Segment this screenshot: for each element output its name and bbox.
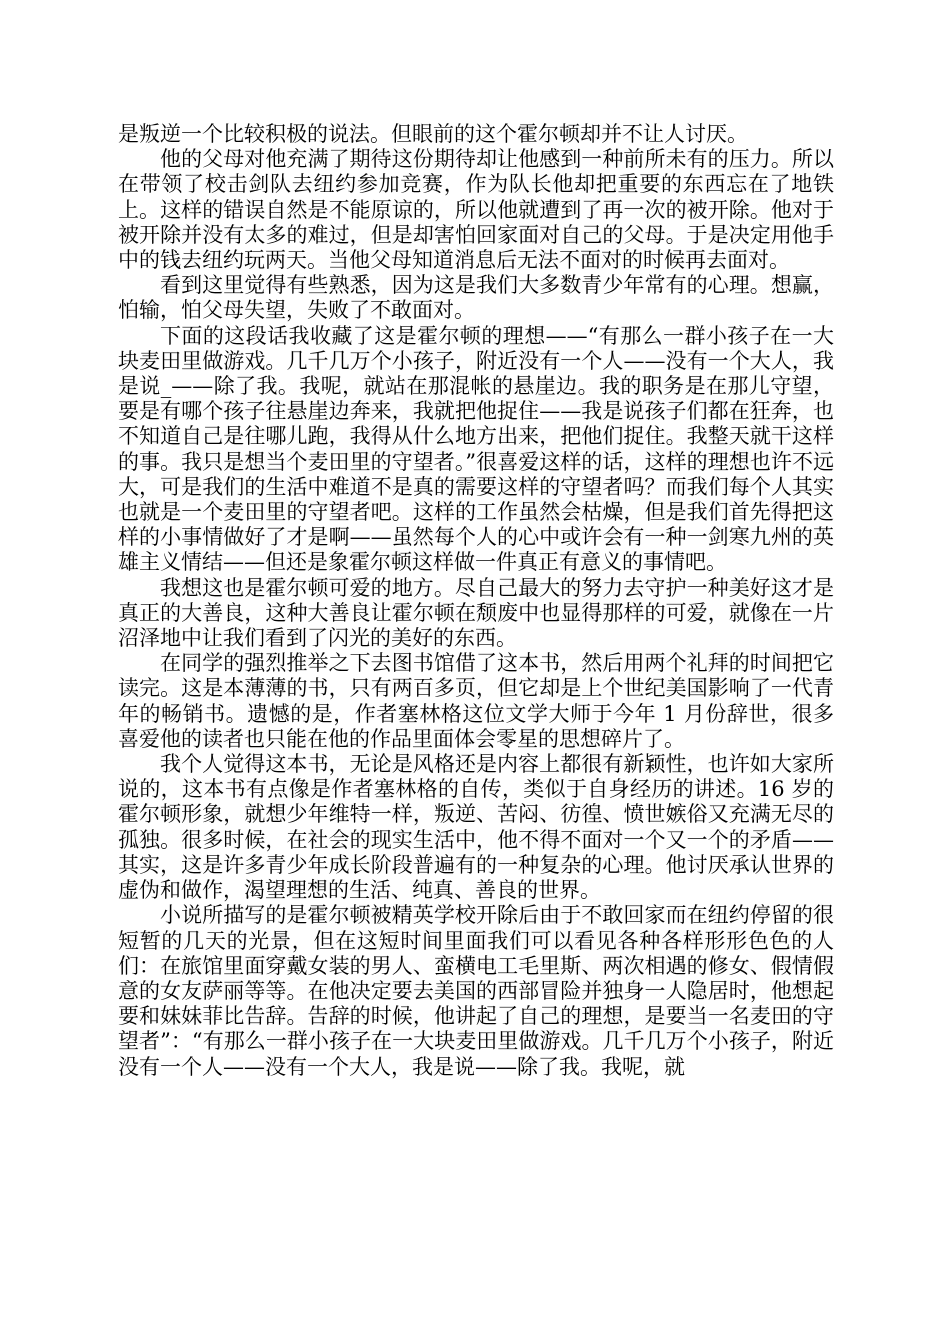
paragraph-5: 我想这也是霍尔顿可爱的地方。尽自己最大的努力去守护一种美好这才是真正的大善良，这种大善良让霍尔顿在颓废中也显得那样的可爱，就像在一片沼泽地中让我们看到了闪光的美好的东西。: [118, 575, 834, 651]
paragraph-2: 他的父母对他充满了期待这份期待却让他感到一种前所未有的压力。所以在带领了校击剑队去纽约参加竞赛，作为队长他却把重要的东西忘在了地铁上。这样的错误自然是不能原谅的，所以他就遭到了再一次的被开除。他对于被开除并没有太多的难过，但是却害怕回家面对自己的父母。于是决定用他手中的钱去纽约玩两天。当他父母知道消息后无法不面对的时候再去面对。: [118, 147, 834, 273]
paragraph-8: 小说所描写的是霍尔顿被精英学校开除后由于不敢回家而在纽约停留的很短暂的几天的光景，但在这短时间里面我们可以看见各种各样形形色色的人们：在旅馆里面穿戴女装的男人、蛮横电工毛里斯、两次相遇的修女、假情假意的女友萨丽等等。在他决定要去美国的西部冒险并独身一人隐居时，他想起要和妹妹菲比告辞。告辞的时候，他讲起了自己的理想，是要当一名麦田的守望者”：“有那么一群小孩子在一大块麦田里做游戏。几千几万个小孩子，附近没有一个人——没有一个大人，我是说——除了我。我呢，就: [118, 903, 834, 1079]
paragraph-1: 是叛逆一个比较积极的说法。但眼前的这个霍尔顿却并不让人讨厌。: [118, 122, 748, 146]
paragraph-3: 看到这里觉得有些熟悉，因为这是我们大多数青少年常有的心理。想赢，怕输，怕父母失望，失败了不敢面对。: [118, 273, 834, 323]
document-page: [118, 122, 834, 1080]
paragraph-7: 我个人觉得这本书，无论是风格还是内容上都很有新颖性，也许如大家所说的，这本书有点像是作者塞林格的自传，类似于自身经历的讲述。16 岁的霍尔顿形象，就想少年维特一样，叛逆、苦闷、彷徨、愤世嫉俗又充满无尽的孤独。很多时候，在社会的现实生活中，他不得不面对一个又一个的矛盾——其实，这是许多青少年成长阶段普遍有的一种复杂的心理。他讨厌承认世界的虚伪和做作，渴望理想的生活、纯真、善良的世界。: [118, 752, 834, 903]
paragraph-4: 下面的这段话我收藏了这是霍尔顿的理想——“有那么一群小孩子在一大块麦田里做游戏。几千几万个小孩子，附近没有一个人——没有一个大人，我是说_——除了我。我呢，就站在那混帐的悬崖边。我的职务是在那儿守望，要是有哪个孩子往悬崖边奔来，我就把他捉住——我是说孩子们都在狂奔，也不知道自己是往哪儿跑，我得从什么地方出来，把他们捉住。我整天就干这样的事。我只是想当个麦田里的守望者。”很喜爱这样的话，这样的理想也许不远大，可是我们的生活中难道不是真的需要这样的守望者吗？而我们每个人其实也就是一个麦田里的守望者吧。这样的工作虽然会枯燥，但是我们首先得把这样的小事情做好了才是啊——虽然每个人的心中或许会有一种一剑寒九州的英雄主义情结——但还是象霍尔顿这样做一件真正有意义的事情吧。: [118, 323, 834, 575]
paragraph-6: 在同学的强烈推举之下去图书馆借了这本书，然后用两个礼拜的时间把它读完。这是本薄薄的书，只有两百多页，但它却是上个世纪美国影响了一代青年的畅销书。遗憾的是，作者塞林格这位文学大师于今年 1 月份辞世，很多喜爱他的读者也只能在他的作品里面体会零星的思想碎片了。: [118, 651, 834, 751]
